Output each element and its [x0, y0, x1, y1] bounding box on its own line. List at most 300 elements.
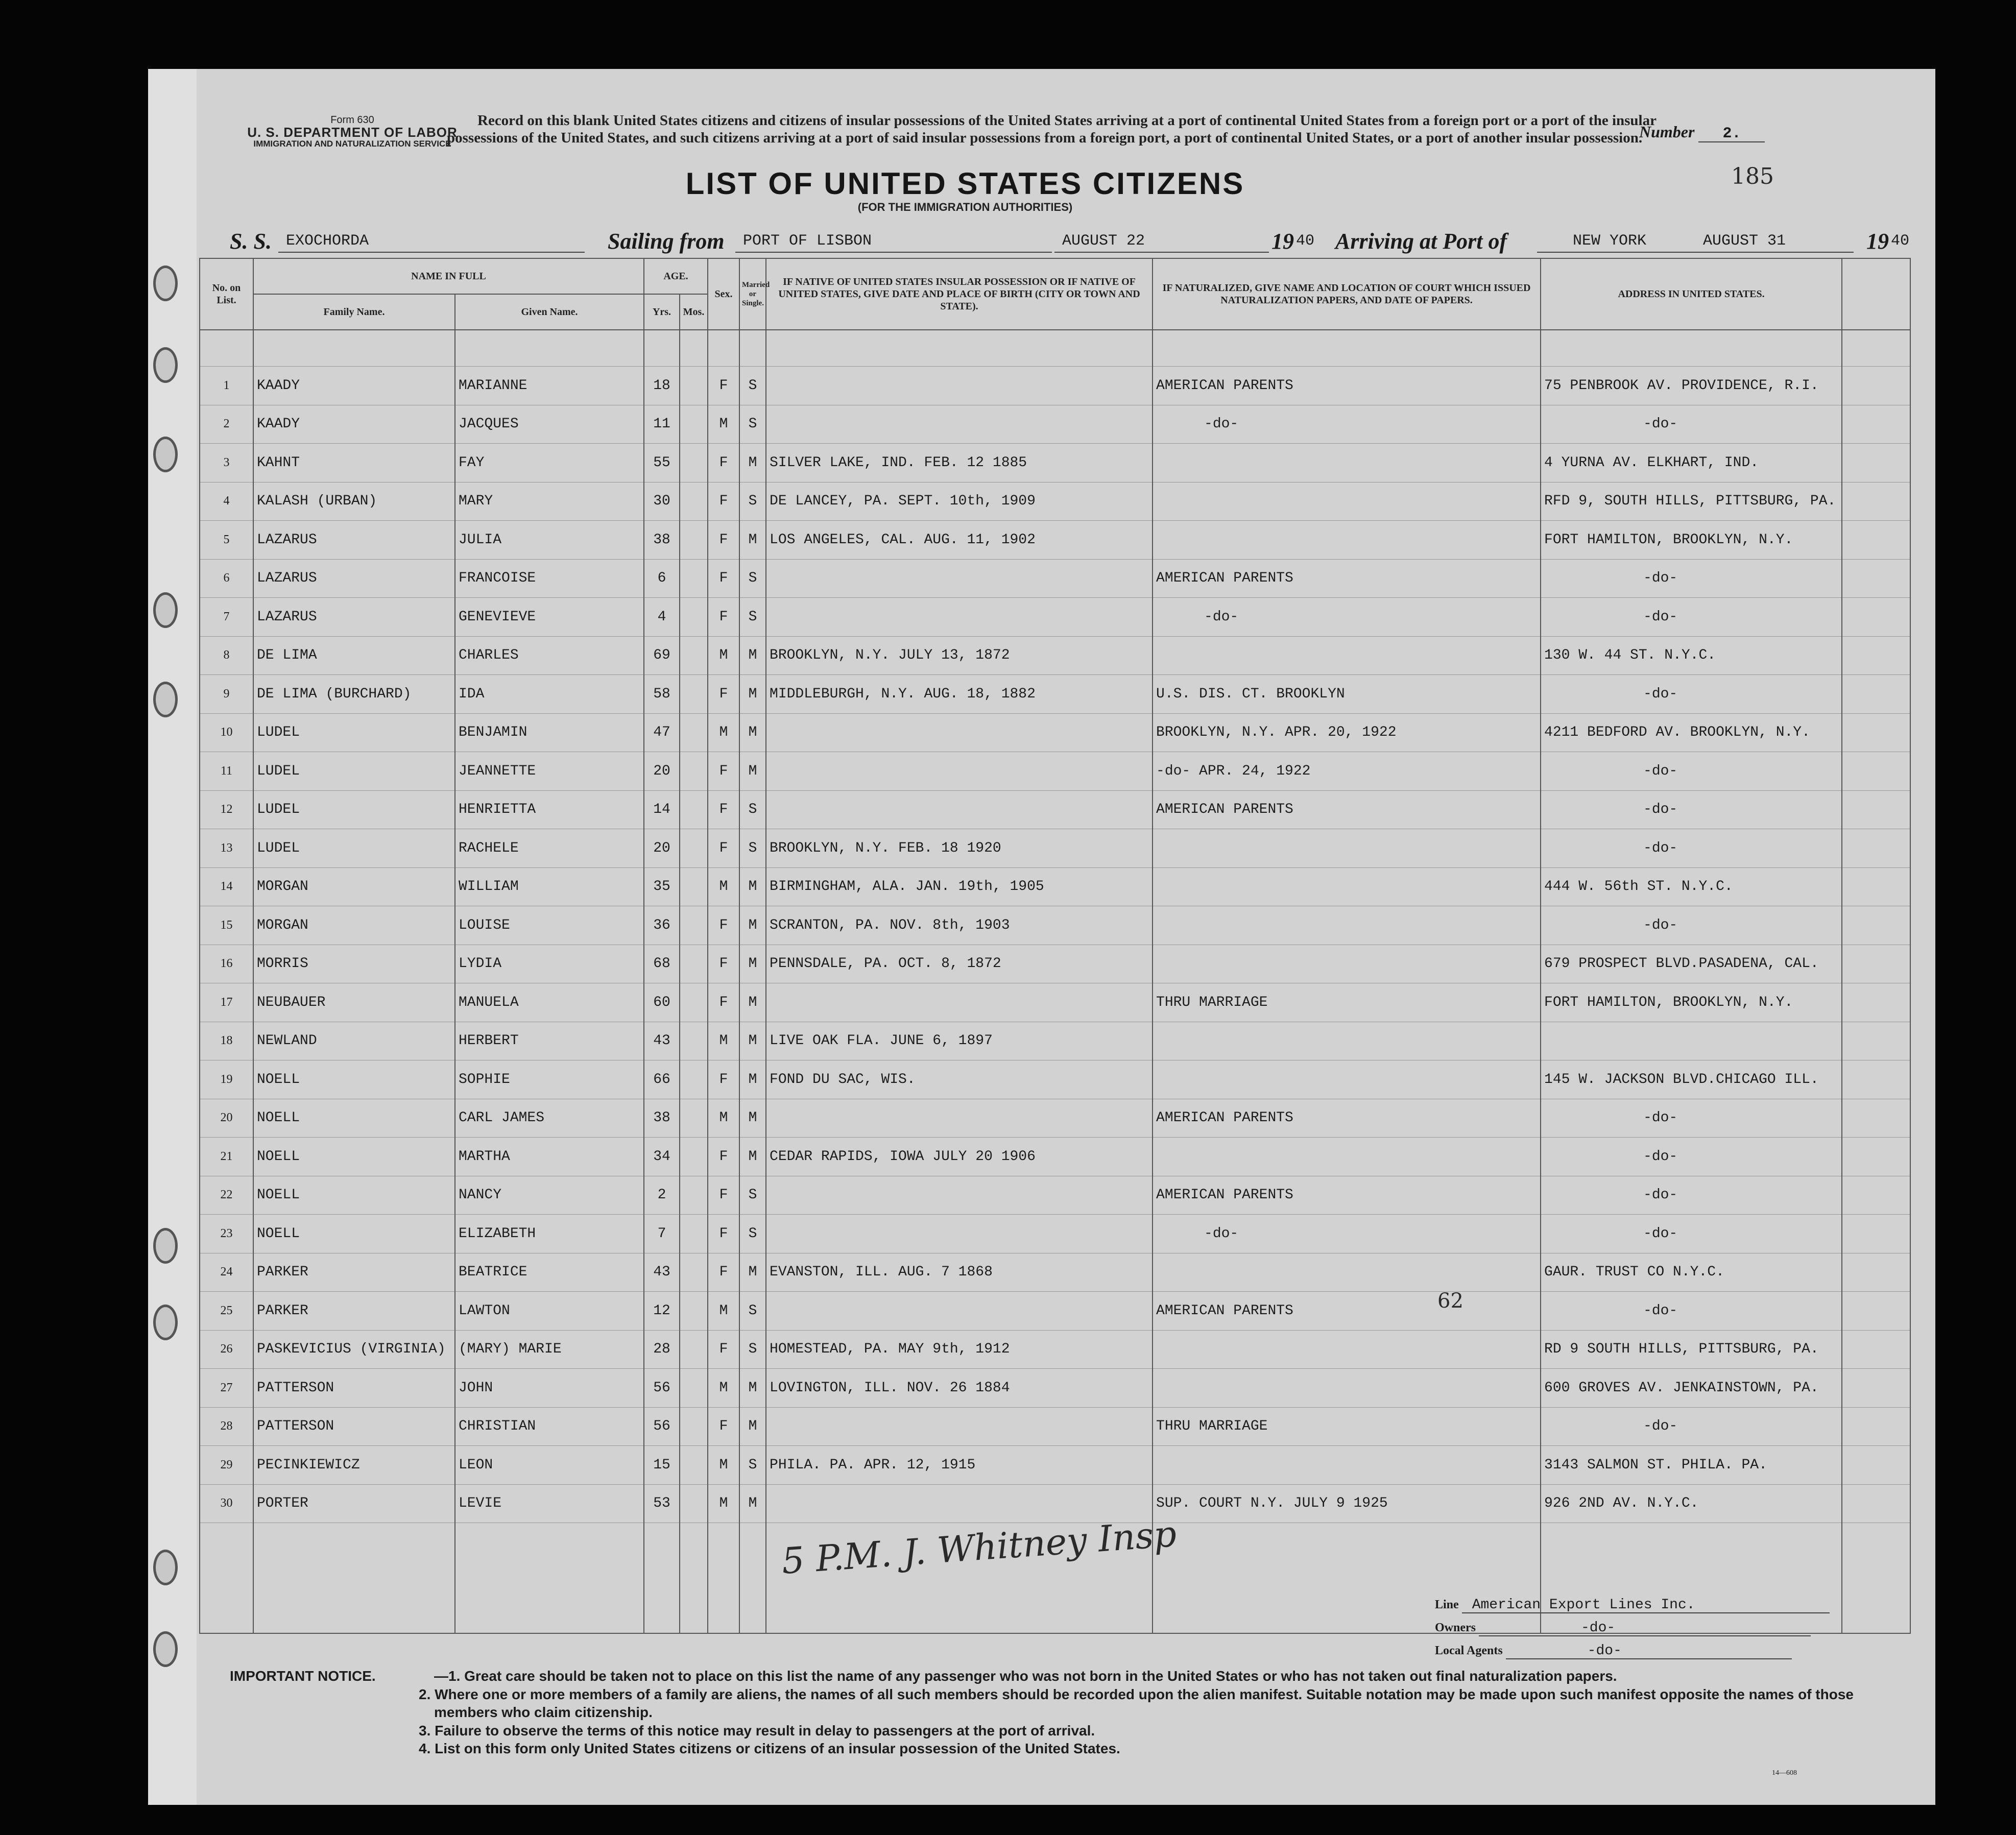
given-name: ELIZABETH [455, 1215, 644, 1253]
manifest-page [148, 69, 1935, 1805]
notice-item-3: 3. Failure to observe the terms of this notice may result in delay to passengers at the port of arrival. [419, 1722, 1095, 1739]
sex: F [708, 1407, 739, 1446]
table-row [200, 636, 1910, 675]
marital-status: M [739, 1022, 766, 1060]
marital-status: S [739, 829, 766, 868]
blank-cell [1842, 405, 1910, 444]
family-name: NEUBAUER [253, 983, 455, 1022]
address: -do- [1541, 405, 1842, 444]
naturalization: AMERICAN PARENTS [1153, 790, 1541, 829]
naturalization: THRU MARRIAGE [1153, 983, 1541, 1022]
blank-cell [1842, 867, 1910, 906]
line-label: Line [1435, 1598, 1459, 1611]
family-name: PATTERSON [253, 1407, 455, 1446]
sex: M [708, 867, 739, 906]
given-name: MANUELA [455, 983, 644, 1022]
table-row [200, 675, 1910, 714]
address: -do- [1541, 1407, 1842, 1446]
birth-place-date [766, 983, 1153, 1022]
age-months [680, 1215, 708, 1253]
sex: F [708, 1138, 739, 1176]
binding-strip [148, 69, 197, 1805]
age-years: 56 [644, 1369, 680, 1408]
naturalization: AMERICAN PARENTS [1153, 559, 1541, 598]
age-years: 20 [644, 752, 680, 791]
table-row [200, 1446, 1910, 1485]
form-number: Form 630 [330, 114, 374, 126]
marital-status: M [739, 1369, 766, 1408]
agents-value: -do- [1506, 1644, 1792, 1659]
naturalization: AMERICAN PARENTS [1153, 1292, 1541, 1331]
blank-cell [1842, 1484, 1910, 1523]
given-name: MARTHA [455, 1138, 644, 1176]
table-row [200, 405, 1910, 444]
naturalization: BROOKLYN, N.Y. APR. 20, 1922 [1153, 713, 1541, 752]
age-months [680, 559, 708, 598]
address: -do- [1541, 1099, 1842, 1138]
form-code: 14—608 [1772, 1769, 1797, 1777]
naturalization [1153, 1060, 1541, 1099]
handwritten-count: 62 [1437, 1289, 1463, 1313]
naturalization: -do- APR. 24, 1922 [1153, 752, 1541, 791]
row-number: 13 [200, 829, 253, 868]
table-row [200, 1484, 1910, 1523]
birth-place-date: PENNSDALE, PA. OCT. 8, 1872 [766, 945, 1153, 983]
table-row [200, 367, 1910, 405]
row-number: 12 [200, 790, 253, 829]
row-number: 20 [200, 1099, 253, 1138]
row-number: 22 [200, 1176, 253, 1215]
sex: M [708, 713, 739, 752]
blank-cell [1842, 1099, 1910, 1138]
row-number: 18 [200, 1022, 253, 1060]
punch-hole [153, 1305, 178, 1340]
family-name: KAHNT [253, 444, 455, 482]
birth-place-date [766, 1484, 1153, 1523]
col-name-group: NAME IN FULL [253, 258, 644, 294]
row-number: 27 [200, 1369, 253, 1408]
age-months [680, 1407, 708, 1446]
address: GAUR. TRUST CO N.Y.C. [1541, 1253, 1842, 1292]
table-row [200, 1369, 1910, 1408]
given-name: BENJAMIN [455, 713, 644, 752]
family-name: LUDEL [253, 752, 455, 791]
age-years: 38 [644, 1099, 680, 1138]
table-row [200, 521, 1910, 560]
birth-place-date [766, 598, 1153, 637]
naturalization [1153, 444, 1541, 482]
ss-label: S. S. [230, 229, 272, 254]
age-months [680, 636, 708, 675]
marital-status: S [739, 367, 766, 405]
sex: F [708, 559, 739, 598]
row-number: 10 [200, 713, 253, 752]
family-name: LAZARUS [253, 598, 455, 637]
family-name: LUDEL [253, 829, 455, 868]
family-name: PARKER [253, 1253, 455, 1292]
birth-place-date [766, 367, 1153, 405]
age-years: 58 [644, 675, 680, 714]
table-row [200, 1176, 1910, 1215]
address: -do- [1541, 675, 1842, 714]
row-number: 2 [200, 405, 253, 444]
row-number: 24 [200, 1253, 253, 1292]
age-years: 36 [644, 906, 680, 945]
marital-status: M [739, 636, 766, 675]
marital-status: M [739, 945, 766, 983]
blank-cell [1842, 1369, 1910, 1408]
given-name: (MARY) MARIE [455, 1330, 644, 1369]
birth-place-date [766, 1176, 1153, 1215]
age-months [680, 1292, 708, 1331]
family-name: NOELL [253, 1215, 455, 1253]
given-name: JULIA [455, 521, 644, 560]
sex: F [708, 829, 739, 868]
blank-cell [1842, 906, 1910, 945]
table-row [200, 1060, 1910, 1099]
given-name: FRANCOISE [455, 559, 644, 598]
blank-cell [1842, 636, 1910, 675]
sail-year: 40 [1296, 232, 1315, 250]
row-number: 25 [200, 1292, 253, 1331]
sex: F [708, 790, 739, 829]
department-name: U. S. DEPARTMENT OF LABOR [247, 125, 458, 140]
naturalization [1153, 482, 1541, 521]
given-name: GENEVIEVE [455, 598, 644, 637]
address: FORT HAMILTON, BROOKLYN, N.Y. [1541, 521, 1842, 560]
table-row [200, 1407, 1910, 1446]
age-years: 18 [644, 367, 680, 405]
age-years: 7 [644, 1215, 680, 1253]
notice-label: IMPORTANT NOTICE. [230, 1668, 376, 1684]
naturalization [1153, 945, 1541, 983]
service-name: IMMIGRATION AND NATURALIZATION SERVICE [253, 139, 451, 149]
sex: F [708, 1330, 739, 1369]
punch-hole [153, 437, 178, 472]
naturalization: AMERICAN PARENTS [1153, 1176, 1541, 1215]
address: 145 W. JACKSON BLVD.CHICAGO ILL. [1541, 1060, 1842, 1099]
blank-cell [1842, 1138, 1910, 1176]
birth-place-date [766, 1215, 1153, 1253]
age-years: 11 [644, 405, 680, 444]
agents-label: Local Agents [1435, 1644, 1503, 1657]
sex: F [708, 906, 739, 945]
table-row [200, 983, 1910, 1022]
birth-place-date: BROOKLYN, N.Y. FEB. 18 1920 [766, 829, 1153, 868]
inspector-signature: 5 P.M. J. Whitney Insp [780, 1513, 1178, 1582]
birth-place-date [766, 713, 1153, 752]
age-years: 30 [644, 482, 680, 521]
sex: F [708, 1060, 739, 1099]
given-name: HERBERT [455, 1022, 644, 1060]
birth-place-date: HOMESTEAD, PA. MAY 9th, 1912 [766, 1330, 1153, 1369]
sex: F [708, 675, 739, 714]
marital-status: S [739, 405, 766, 444]
row-number: 17 [200, 983, 253, 1022]
table-row [200, 945, 1910, 983]
sex: M [708, 1292, 739, 1331]
address: 130 W. 44 ST. N.Y.C. [1541, 636, 1842, 675]
age-years: 60 [644, 983, 680, 1022]
marital-status: M [739, 521, 766, 560]
family-name: MORGAN [253, 867, 455, 906]
address: -do- [1541, 559, 1842, 598]
blank-cell [1842, 521, 1910, 560]
age-months [680, 1369, 708, 1408]
age-months [680, 906, 708, 945]
age-months [680, 713, 708, 752]
family-name: LAZARUS [253, 521, 455, 560]
table-row [200, 829, 1910, 868]
address: RD 9 SOUTH HILLS, PITTSBURG, PA. [1541, 1330, 1842, 1369]
address: 679 PROSPECT BLVD.PASADENA, CAL. [1541, 945, 1842, 983]
given-name: HENRIETTA [455, 790, 644, 829]
punch-hole [153, 1550, 178, 1585]
family-name: DE LIMA (BURCHARD) [253, 675, 455, 714]
given-name: CHARLES [455, 636, 644, 675]
row-number: 8 [200, 636, 253, 675]
table-row [200, 444, 1910, 482]
birth-place-date: LOS ANGELES, CAL. AUG. 11, 1902 [766, 521, 1153, 560]
naturalization [1153, 1446, 1541, 1485]
naturalization: U.S. DIS. CT. BROOKLYN [1153, 675, 1541, 714]
naturalization: AMERICAN PARENTS [1153, 367, 1541, 405]
table-row [200, 1022, 1910, 1060]
col-married: Married or Single. [739, 258, 766, 330]
row-number: 4 [200, 482, 253, 521]
instructions-text: Record on this blank United States citizens and citizens of insular possessions of the United States arriving at a port of continental United States from a foreign port or a port of the insular possessions of the United States, and such citizens arriving at a port of said insular possessions from a foreign port, a port of continental United States, or a port of another insular possession. [447, 112, 1657, 146]
family-name: NOELL [253, 1138, 455, 1176]
col-naturalized: IF NATURALIZED, GIVE NAME AND LOCATION OF COURT WHICH ISSUED NATURALIZATION PAPERS, AND DATE OF PAPERS. [1153, 258, 1541, 330]
sex: M [708, 636, 739, 675]
age-years: 43 [644, 1253, 680, 1292]
sex: F [708, 983, 739, 1022]
family-name: PASKEVICIUS (VIRGINIA) [253, 1330, 455, 1369]
age-months [680, 598, 708, 637]
list-number-label [1639, 123, 1765, 142]
row-number: 1 [200, 367, 253, 405]
arriving-label: Arriving at Port of [1335, 229, 1507, 254]
blank-cell [1842, 1215, 1910, 1253]
family-name: NOELL [253, 1060, 455, 1099]
naturalization: -do- [1153, 1215, 1541, 1253]
blank-cell [1842, 559, 1910, 598]
address: -do- [1541, 829, 1842, 868]
birth-place-date: BIRMINGHAM, ALA. JAN. 19th, 1905 [766, 867, 1153, 906]
address [1541, 1022, 1842, 1060]
age-years: 55 [644, 444, 680, 482]
notice-item-2: 2. Where one or more members of a family are aliens, the names of all such members should be recorded upon the alien manifest. Suitable notation may be made upon such manifest opposite the names of those members who claim citizenship. [419, 1686, 1854, 1721]
row-number: 6 [200, 559, 253, 598]
age-months [680, 367, 708, 405]
row-number: 3 [200, 444, 253, 482]
given-name: BEATRICE [455, 1253, 644, 1292]
age-months [680, 1253, 708, 1292]
address: -do- [1541, 790, 1842, 829]
passenger-table [199, 258, 1911, 1634]
age-months [680, 405, 708, 444]
sail-date: AUGUST 22 [1062, 232, 1145, 250]
family-name: LUDEL [253, 790, 455, 829]
marital-status: M [739, 1138, 766, 1176]
address: -do- [1541, 1176, 1842, 1215]
birth-place-date: MIDDLEBURGH, N.Y. AUG. 18, 1882 [766, 675, 1153, 714]
number-value: 2. [1698, 126, 1765, 142]
blank-cell [1842, 752, 1910, 791]
age-months [680, 752, 708, 791]
given-name: LEON [455, 1446, 644, 1485]
naturalization [1153, 1253, 1541, 1292]
sex: F [708, 1253, 739, 1292]
table-row [200, 790, 1910, 829]
age-years: 68 [644, 945, 680, 983]
age-months [680, 521, 708, 560]
col-birth: IF NATIVE OF UNITED STATES INSULAR POSSESSION OR IF NATIVE OF UNITED STATES, GIVE DATE AND PLACE OF BIRTH (CITY OR TOWN AND STATE). [766, 258, 1153, 330]
page-stamp: 185 [1731, 163, 1774, 189]
col-age-group: AGE. [644, 258, 708, 294]
blank-cell [1842, 945, 1910, 983]
address: FORT HAMILTON, BROOKLYN, N.Y. [1541, 983, 1842, 1022]
naturalization: -do- [1153, 598, 1541, 637]
marital-status: M [739, 983, 766, 1022]
age-years: 69 [644, 636, 680, 675]
given-name: LOUISE [455, 906, 644, 945]
sex: M [708, 1484, 739, 1523]
arrive-year-prefix: 19 [1866, 229, 1889, 254]
table-row [200, 867, 1910, 906]
marital-status: M [739, 1060, 766, 1099]
table-row [200, 559, 1910, 598]
notice-item-1: IMPORTANT NOTICE. —1. Great care should be taken not to place on this list the name of any passenger who was not born in the United States or who has not taken out final naturalization papers. [230, 1667, 1915, 1685]
punch-hole [153, 1228, 178, 1264]
row-number: 14 [200, 867, 253, 906]
given-name: MARY [455, 482, 644, 521]
naturalization [1153, 521, 1541, 560]
table-row [200, 598, 1910, 637]
arrive-date: AUGUST 31 [1703, 232, 1786, 250]
family-name: PARKER [253, 1292, 455, 1331]
birth-place-date: LOVINGTON, ILL. NOV. 26 1884 [766, 1369, 1153, 1408]
age-years: 47 [644, 713, 680, 752]
age-years: 15 [644, 1446, 680, 1485]
given-name: JOHN [455, 1369, 644, 1408]
blank-cell [1842, 983, 1910, 1022]
given-name: CARL JAMES [455, 1099, 644, 1138]
age-months [680, 790, 708, 829]
blank-cell [1842, 1022, 1910, 1060]
blank-cell [1842, 1446, 1910, 1485]
address: 3143 SALMON ST. PHILA. PA. [1541, 1446, 1842, 1485]
blank-cell [1842, 1060, 1910, 1099]
marital-status: M [739, 713, 766, 752]
age-months [680, 867, 708, 906]
port-from: PORT OF LISBON [743, 232, 872, 250]
naturalization [1153, 1022, 1541, 1060]
age-years: 43 [644, 1022, 680, 1060]
age-years: 14 [644, 790, 680, 829]
line-value: American Export Lines Inc. [1462, 1598, 1830, 1613]
birth-place-date [766, 752, 1153, 791]
agents-field [1435, 1644, 1792, 1659]
number-label: Number [1639, 123, 1695, 141]
family-name: NEWLAND [253, 1022, 455, 1060]
port-to: NEW YORK [1573, 232, 1647, 250]
naturalization: -do- [1153, 405, 1541, 444]
marital-status: S [739, 790, 766, 829]
blank-cell [1842, 1176, 1910, 1215]
sex: F [708, 482, 739, 521]
col-address: ADDRESS IN UNITED STATES. [1541, 258, 1842, 330]
blank-cell [1842, 367, 1910, 405]
sex: F [708, 752, 739, 791]
family-name: KAADY [253, 405, 455, 444]
family-name: DE LIMA [253, 636, 455, 675]
marital-status: S [739, 1176, 766, 1215]
age-years: 20 [644, 829, 680, 868]
given-name: CHRISTIAN [455, 1407, 644, 1446]
blank-cell [1842, 444, 1910, 482]
page-title: LIST OF UNITED STATES CITIZENS [685, 166, 1245, 201]
birth-place-date: CEDAR RAPIDS, IOWA JULY 20 1906 [766, 1138, 1153, 1176]
family-name: KALASH (URBAN) [253, 482, 455, 521]
birth-place-date: DE LANCEY, PA. SEPT. 10th, 1909 [766, 482, 1153, 521]
marital-status: S [739, 1446, 766, 1485]
line-field [1435, 1598, 1830, 1613]
blank-cell [1842, 598, 1910, 637]
family-name: MORRIS [253, 945, 455, 983]
owners-label: Owners [1435, 1621, 1476, 1634]
row-number: 26 [200, 1330, 253, 1369]
marital-status: M [739, 1099, 766, 1138]
sail-year-prefix: 19 [1271, 229, 1294, 254]
age-years: 2 [644, 1176, 680, 1215]
col-family: Family Name. [253, 294, 455, 330]
col-given: Given Name. [455, 294, 644, 330]
col-blank [1842, 258, 1910, 330]
given-name: WILLIAM [455, 867, 644, 906]
blank-cell [1842, 1292, 1910, 1331]
blank-cell [1842, 1253, 1910, 1292]
age-months [680, 1176, 708, 1215]
family-name: MORGAN [253, 906, 455, 945]
age-months [680, 1099, 708, 1138]
given-name: JEANNETTE [455, 752, 644, 791]
birth-place-date [766, 1407, 1153, 1446]
blank-cell [1842, 713, 1910, 752]
family-name: LAZARUS [253, 559, 455, 598]
col-yrs: Yrs. [644, 294, 680, 330]
row-number: 7 [200, 598, 253, 637]
age-years: 38 [644, 521, 680, 560]
table-row [200, 1253, 1910, 1292]
marital-status: S [739, 1330, 766, 1369]
naturalization [1153, 1138, 1541, 1176]
table-row [200, 906, 1910, 945]
given-name: IDA [455, 675, 644, 714]
blank-cell [1842, 1330, 1910, 1369]
sex: M [708, 1446, 739, 1485]
row-number: 9 [200, 675, 253, 714]
marital-status: M [739, 1253, 766, 1292]
family-name: PECINKIEWICZ [253, 1446, 455, 1485]
row-number: 5 [200, 521, 253, 560]
marital-status: M [739, 1484, 766, 1523]
age-years: 53 [644, 1484, 680, 1523]
address: RFD 9, SOUTH HILLS, PITTSBURG, PA. [1541, 482, 1842, 521]
birth-place-date [766, 559, 1153, 598]
important-notice [230, 1667, 1915, 1758]
address: 4211 BEDFORD AV. BROOKLYN, N.Y. [1541, 713, 1842, 752]
